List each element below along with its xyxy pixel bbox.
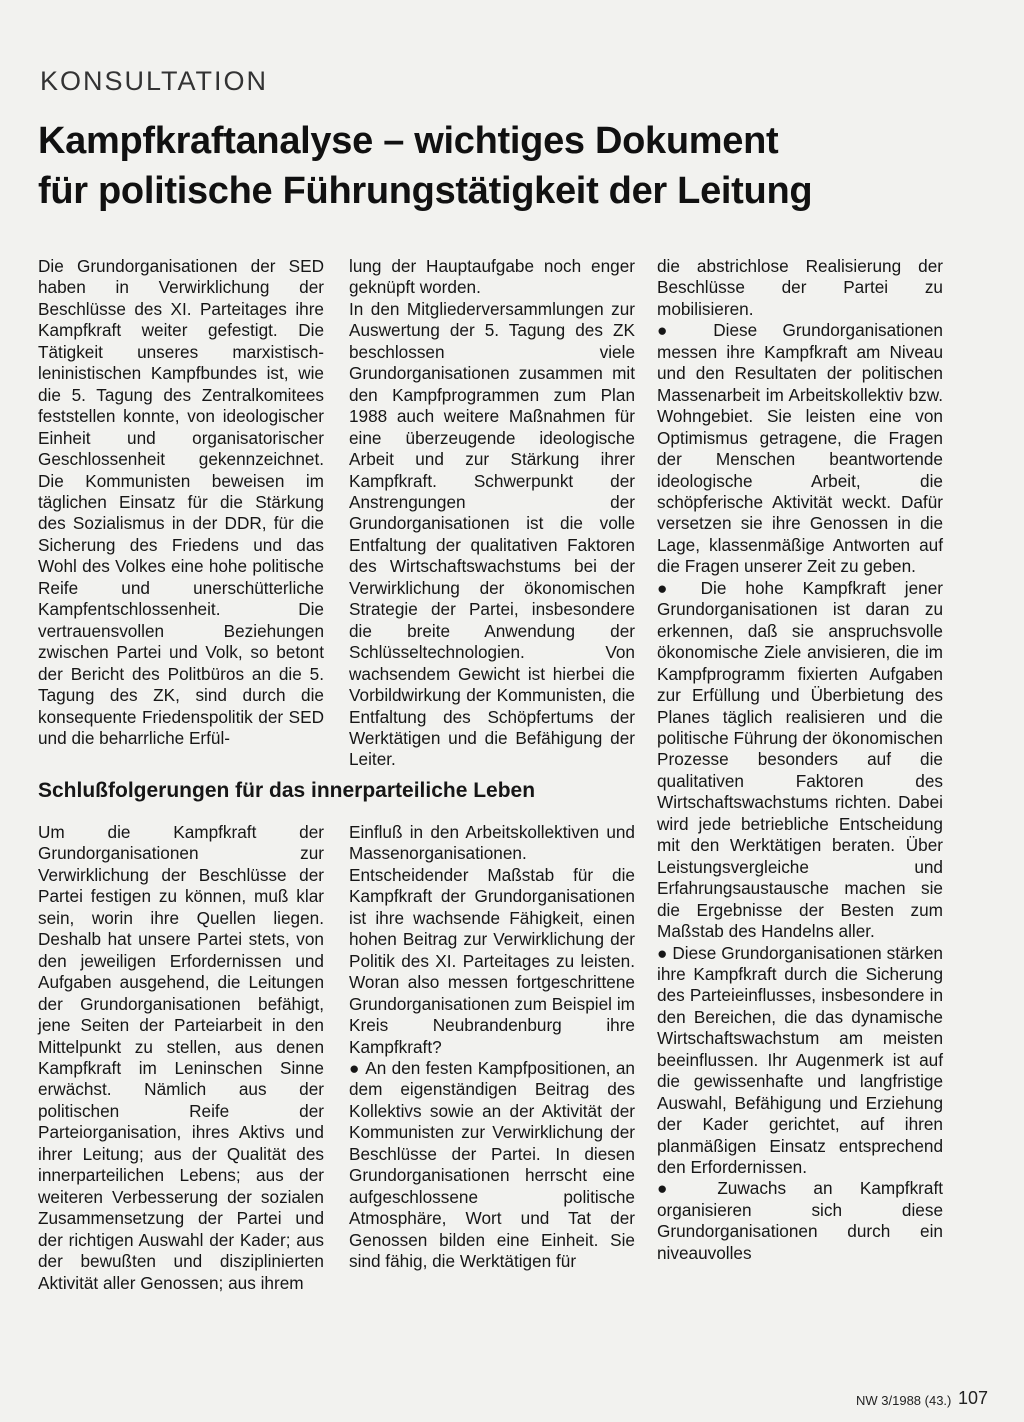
paragraph: lung der Hauptaufgabe noch enger geknüpft worden. [349, 256, 635, 298]
column-1-bottom [38, 822, 324, 1294]
section-subheading: Schlußfolgerungen für das innerparteiliche Leben [38, 779, 536, 802]
article-title [38, 116, 998, 216]
paragraph: In den Mitgliederversammlungen zur Auswertung der 5. Tagung des ZK beschlossen viele Grundorganisationen zusammen mit den Kampfprogrammen zum Plan 1988 auch weitere Maßnahmen für eine überzeugende ideologische Arbeit und zur Stärkung ihrer Kampfkraft. Schwerpunkt der Anstrengungen der Grundorganisationen ist die volle Entfaltung der qualitativen Faktoren des Wirtschaftswachstums bei der Verwirklichung der ökonomischen Strategie der Partei, insbesondere die breite Anwendung der Schlüsseltechnologien. Von wachsendem Gewicht ist hierbei die Vorbildwirkung der Kommunisten, die Entfaltung des Schöpfertums der Werktätigen und die Befähigung der Leiter. [349, 298, 635, 770]
title-line-2: für politische Führungstätigkeit der Leitung [38, 170, 813, 212]
bullet-paragraph: ● An den festen Kampfpositionen, an dem eigenständigen Beitrag des Kollektivs sowie an der Aktivität der Kommunisten zur Verwirklichung der Beschlüsse der Partei. In diesen Grundorganisationen herrscht eine aufgeschlossene politische Atmosphäre, Wort und Tat der Genossen bilden eine Einheit. Sie sind fähig, die Werktätigen für [349, 1058, 635, 1273]
section-kicker: KONSULTATION [40, 66, 269, 96]
column-2-top [349, 256, 635, 771]
column-2-bottom [349, 822, 635, 1273]
column-3 [657, 256, 943, 1264]
issue-reference: NW 3/1988 (43.) [856, 1393, 952, 1408]
bullet-paragraph: ● Diese Grundorganisationen stärken ihre Kampfkraft durch die Sicherung des Parteieinflusses, insbesondere in den Bereichen, die das dynamische Wirtschaftswachstum am meisten beeinflussen. Ihr Augenmerk ist auf die gewissenhafte und langfristige Auswahl, Befähigung und Erziehung der Kader gerichtet, auf ihren planmäßigen Einsatz entsprechend den Erfordernissen. [657, 943, 943, 1179]
title-line-1: Kampfkraftanalyse – wichtiges Dokument [38, 120, 779, 162]
paragraph: Um die Kampfkraft der Grundorganisationen zur Verwirklichung der Beschlüsse der Partei festigen zu können, muß klar sein, worin ihre Quellen liegen. Deshalb hat unsere Partei stets, von den jeweiligen Erfordernissen und Aufgaben ausgehend, die Leitungen der Grundorganisationen befähigt, jene Seiten der Parteiarbeit in den Mittelpunkt zu stellen, aus denen Kampfkraft im Leninschen Sinne erwächst. Nämlich aus der politischen Reife der Parteiorganisation, ihres Aktivs und ihrer Leitung; aus der Qualität des innerparteilichen Lebens; aus der weiteren Verbesserung der sozialen Zusammensetzung der Partei und der richtigen Auswahl der Kader; aus der bewußten und disziplinierten Aktivität aller Genossen; aus ihrem [38, 822, 324, 1293]
bullet-paragraph: ● Zuwachs an Kampfkraft organisieren sich diese Grundorganisationen durch ein niveauvolles [657, 1178, 943, 1264]
column-1-top [38, 256, 324, 749]
paragraph: Entscheidender Maßstab für die Kampfkraft der Grundorganisationen ist ihre wachsende Fähigkeit, einen hohen Beitrag zur Verwirklichung der Politik des XI. Parteitages zu leisten. Woran also messen fortgeschrittene Grundorganisationen zum Beispiel im Kreis Neubrandenburg ihre Kampfkraft? [349, 864, 635, 1057]
paragraph: Einfluß in den Arbeitskollektiven und Massenorganisationen. [349, 822, 635, 864]
bullet-paragraph: ● Die hohe Kampfkraft jener Grundorganisationen ist daran zu erkennen, daß sie anspruchsvolle ökonomische Ziele anvisieren, die im Kampfprogramm fixierten Aufgaben zur Erfüllung und Überbietung des Planes täglich realisieren und die politische Führung der ökonomischen Prozesse besonders auf die qualitativen Faktoren des Wirtschaftswachstums richten. Dabei wird jede betriebliche Entscheidung mit den Werktätigen beraten. Über Leistungsvergleiche und Erfahrungsaustausche machen sie die Ergebnisse der Besten zum Maßstab des Handelns aller. [657, 578, 943, 943]
page-number: 107 [958, 1388, 989, 1408]
paragraph: Die Grundorganisationen der SED haben in Verwirklichung der Beschlüsse des XI. Parteitages ihre Kampfkraft weiter gefestigt. Die Tätigkeit unseres marxistisch-leninistischen Kampfbundes ist, wie die 5. Tagung des Zentralkomitees feststellen konnte, von ideologischer Einheit und organisatorischer Geschlossenheit gekennzeichnet. Die Kommunisten beweisen im täglichen Einsatz für die Stärkung des Sozialismus in der DDR, für die Sicherung des Friedens und das Wohl des Volkes eine hohe politische Reife und unerschütterliche Kampfentschlossenheit. Die vertrauensvollen Beziehungen zwischen Partei und Volk, so betont der Bericht des Politbüros an die 5. Tagung des ZK, sind durch die konsequente Friedenspolitik der SED und die beharrliche Erfül- [38, 256, 324, 748]
bullet-paragraph: ● Diese Grundorganisationen messen ihre Kampfkraft am Niveau und den Resultaten der politischen Massenarbeit im Arbeitskollektiv bzw. Wohngebiet. Sie leisten eine von Optimismus getragene, die Fragen der Menschen beantwortende ideologische Arbeit, die schöpferische Aktivität weckt. Dafür versetzen sie ihre Genossen in die Lage, klassenmäßige Antworten auf die Fragen unserer Zeit zu geben. [657, 320, 943, 577]
paragraph: die abstrichlose Realisierung der Beschlüsse der Partei zu mobilisieren. [657, 256, 943, 319]
